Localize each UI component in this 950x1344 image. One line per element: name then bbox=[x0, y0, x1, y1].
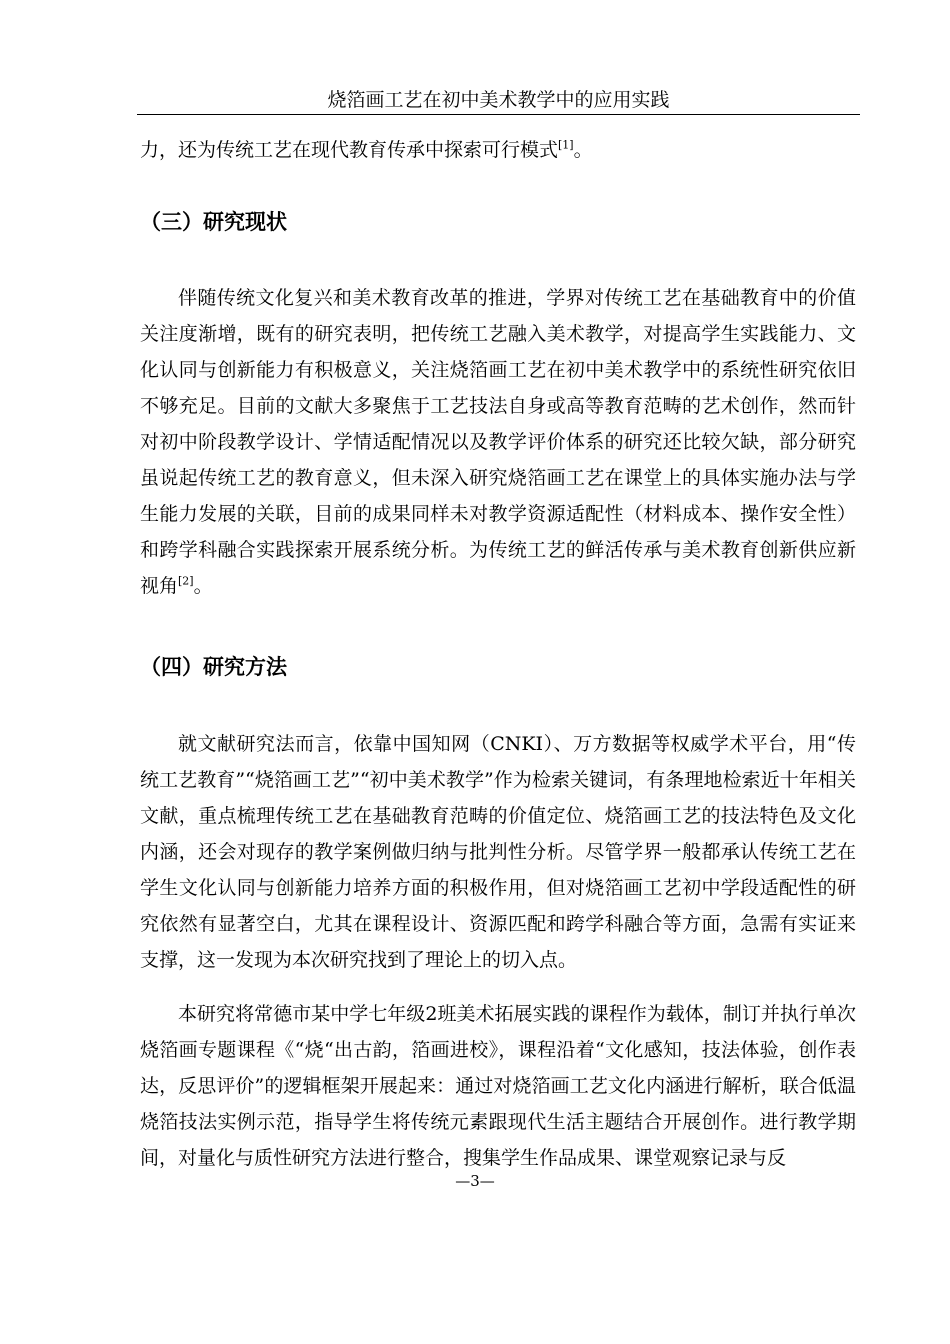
section-3-paragraph bbox=[140, 280, 856, 604]
section-4-paragraph-1: 就文献研究法而言，依靠中国知网（CNKI）、万方数据等权威学术平台，用“传统工艺教育”“烧箔画工艺”“初中美术教学”作为检索关键词，有条理地检索近十年相关文献，重点梳理传统工艺在基础教育范畴的价值定位、烧箔画工艺的技法特色及文化内涵，还会对现存的教学案例做归纳与批判性分析。尽管学界一般都承认传统工艺在学生文化认同与创新能力培养方面的积极作用，但对烧箔画工艺初中学段适配性的研究依然有显著空白，尤其在课程设计、资源匹配和跨学科融合等方面，急需有实证来支撑，这一发现为本次研究找到了理论上的切入点。 bbox=[140, 733, 856, 971]
section-3-paragraph-text: 伴随传统文化复兴和美术教育改革的推进，学界对传统工艺在基础教育中的价值关注度渐增，既有的研究表明，把传统工艺融入美术教学，对提高学生实践能力、文化认同与创新能力有积极意义，关注烧箔画工艺在初中美术教学中的系统性研究依旧不够充足。目前的文献大多聚焦于工艺技法自身或高等教育范畴的艺术创作，然而针对初中阶段教学设计、学情适配情况以及教学评价体系的研究还比较欠缺，部分研究虽说起传统工艺的教育意义，但未深入研究烧箔画工艺在课堂上的具体实施办法与学生能力发展的关联，目前的成果同样未对教学资源适配性（材料成本、操作安全性）和跨学科融合实践探索开展系统分析。为传统工艺的鲜活传承与美术教育创新供应新视角 bbox=[140, 287, 856, 597]
section-4-heading: （四）研究方法 bbox=[140, 655, 287, 679]
section-3-heading: （三）研究现状 bbox=[140, 210, 287, 234]
citation-1[interactable]: [1] bbox=[558, 138, 574, 152]
section-4-paragraph-2: 本研究将常德市某中学七年级2班美术拓展实践的课程作为载体，制订并执行单次烧箔画专题课程《“烧“出古韵，箔画进校》，课程沿着“文化感知，技法体验，创作表达，反思评价”的逻辑框架开展起来：通过对烧箔画工艺文化内涵进行解析，联合低温烧箔技法实例示范，指导学生将传统元素跟现代生活主题结合开展创作。进行教学期间，对量化与质性研究方法进行整合，搜集学生作品成果、课堂观察记录与反 bbox=[140, 1003, 856, 1169]
section-3-paragraph-end: 。 bbox=[193, 575, 213, 597]
intro-line-end: 。 bbox=[573, 139, 593, 161]
intro-line bbox=[140, 132, 856, 168]
running-header bbox=[137, 86, 860, 115]
intro-line-text: 力，还为传统工艺在现代教育传承中探索可行模式 bbox=[140, 139, 559, 161]
page-number: —3— bbox=[455, 1172, 495, 1190]
running-header-title: 烧箔画工艺在初中美术教学中的应用实践 bbox=[327, 89, 670, 111]
citation-2[interactable]: [2] bbox=[178, 574, 194, 588]
